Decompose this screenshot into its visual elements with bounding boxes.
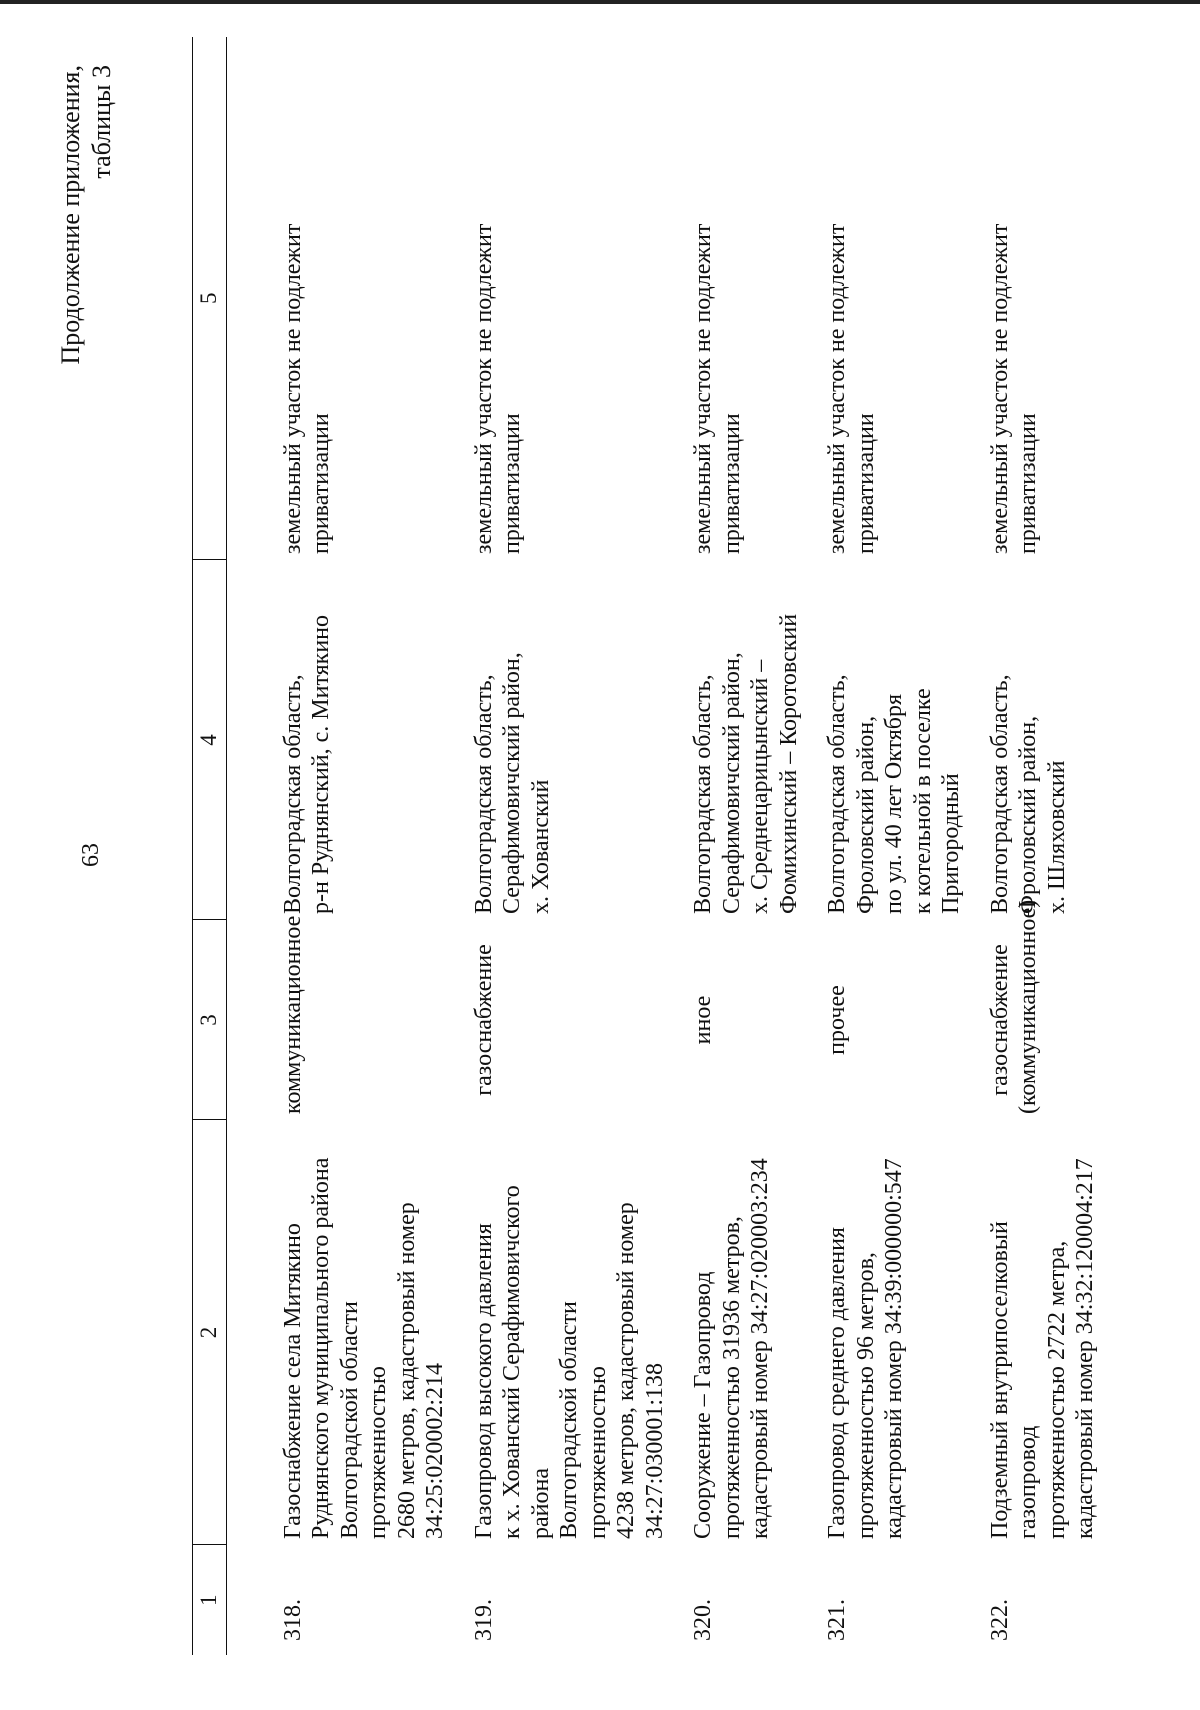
table-row (966, 37, 1100, 1655)
row-number: 322. (986, 1599, 1013, 1641)
column-header: 2 (193, 1120, 227, 1545)
page-number: 63 (78, 843, 104, 867)
object-address: Волгоградская область, р-н Руднянский, с. Митякино (279, 614, 334, 914)
row-number: 318. (279, 1599, 306, 1641)
privatization-note: земельный участок не подлежит приватизации (986, 223, 1041, 554)
register-table (192, 37, 1100, 1655)
table-row (450, 37, 670, 1655)
continuation-line-2: таблицы 3 (87, 65, 116, 179)
table-row (226, 37, 450, 1655)
object-address: Волгоградская область, Серафимовичский район, х. Среднецарицынский – Фомихинский – Коротовский (690, 613, 802, 914)
table-header-row (193, 37, 227, 1655)
column-header: 1 (193, 1545, 227, 1655)
object-purpose: прочее (824, 985, 850, 1055)
column-header: 3 (193, 920, 227, 1120)
object-purpose: газоснабжение (коммуникационное) (986, 899, 1041, 1114)
column-header: 5 (193, 37, 227, 560)
continuation-note (55, 65, 117, 365)
row-number: 320. (690, 1599, 716, 1641)
continuation-line-1: Продолжение приложения, (56, 65, 85, 365)
object-purpose: коммуникационное (279, 915, 306, 1114)
object-address: Волгоградская область, Серафимовичский район, х. Хованский (470, 652, 554, 914)
table-row (669, 37, 803, 1655)
privatization-note: земельный участок не подлежит приватизации (470, 223, 525, 554)
object-name: Сооружение – Газопровод протяженностью 31936 метров, кадастровый номер 34:27:020003:234 (690, 1158, 773, 1539)
object-address: Волгоградская область, Фроловский район, по ул. 40 лет Октября к котельной в поселке Пригородный (824, 674, 964, 914)
object-address: Волгоградская область, Фроловский район, х. Шляховский (986, 674, 1070, 914)
row-number: 321. (824, 1599, 850, 1641)
row-number: 319. (470, 1599, 497, 1641)
privatization-note: земельный участок не подлежит приватизации (279, 223, 334, 554)
object-name: Подземный внутрипоселковый газопровод протяженностью 2722 метра, кадастровый номер 34:32:120004:217 (986, 1158, 1098, 1539)
object-name: Газоснабжение села Митякино Руднянского муниципального района Волгоградской области протяженностью 2680 метров, кадастровый номер 34:25:020002:214 (279, 1157, 448, 1539)
object-name: Газопровод среднего давления протяженностью 96 метров, кадастровый номер 34:39:000000:547 (824, 1158, 907, 1539)
object-name: Газопровод высокого давления к х. Хованский Серафимовичского района Волгоградской области протяженностью 4238 метров, кадастровый номер 34:27:030001:138 (470, 1185, 668, 1539)
privatization-note: земельный участок не подлежит приватизации (824, 223, 879, 554)
privatization-note: земельный участок не подлежит приватизации (690, 223, 745, 554)
table-row (803, 37, 966, 1655)
object-purpose: иное (690, 995, 716, 1045)
object-purpose: газоснабжение (470, 944, 497, 1096)
column-header: 4 (193, 560, 227, 920)
